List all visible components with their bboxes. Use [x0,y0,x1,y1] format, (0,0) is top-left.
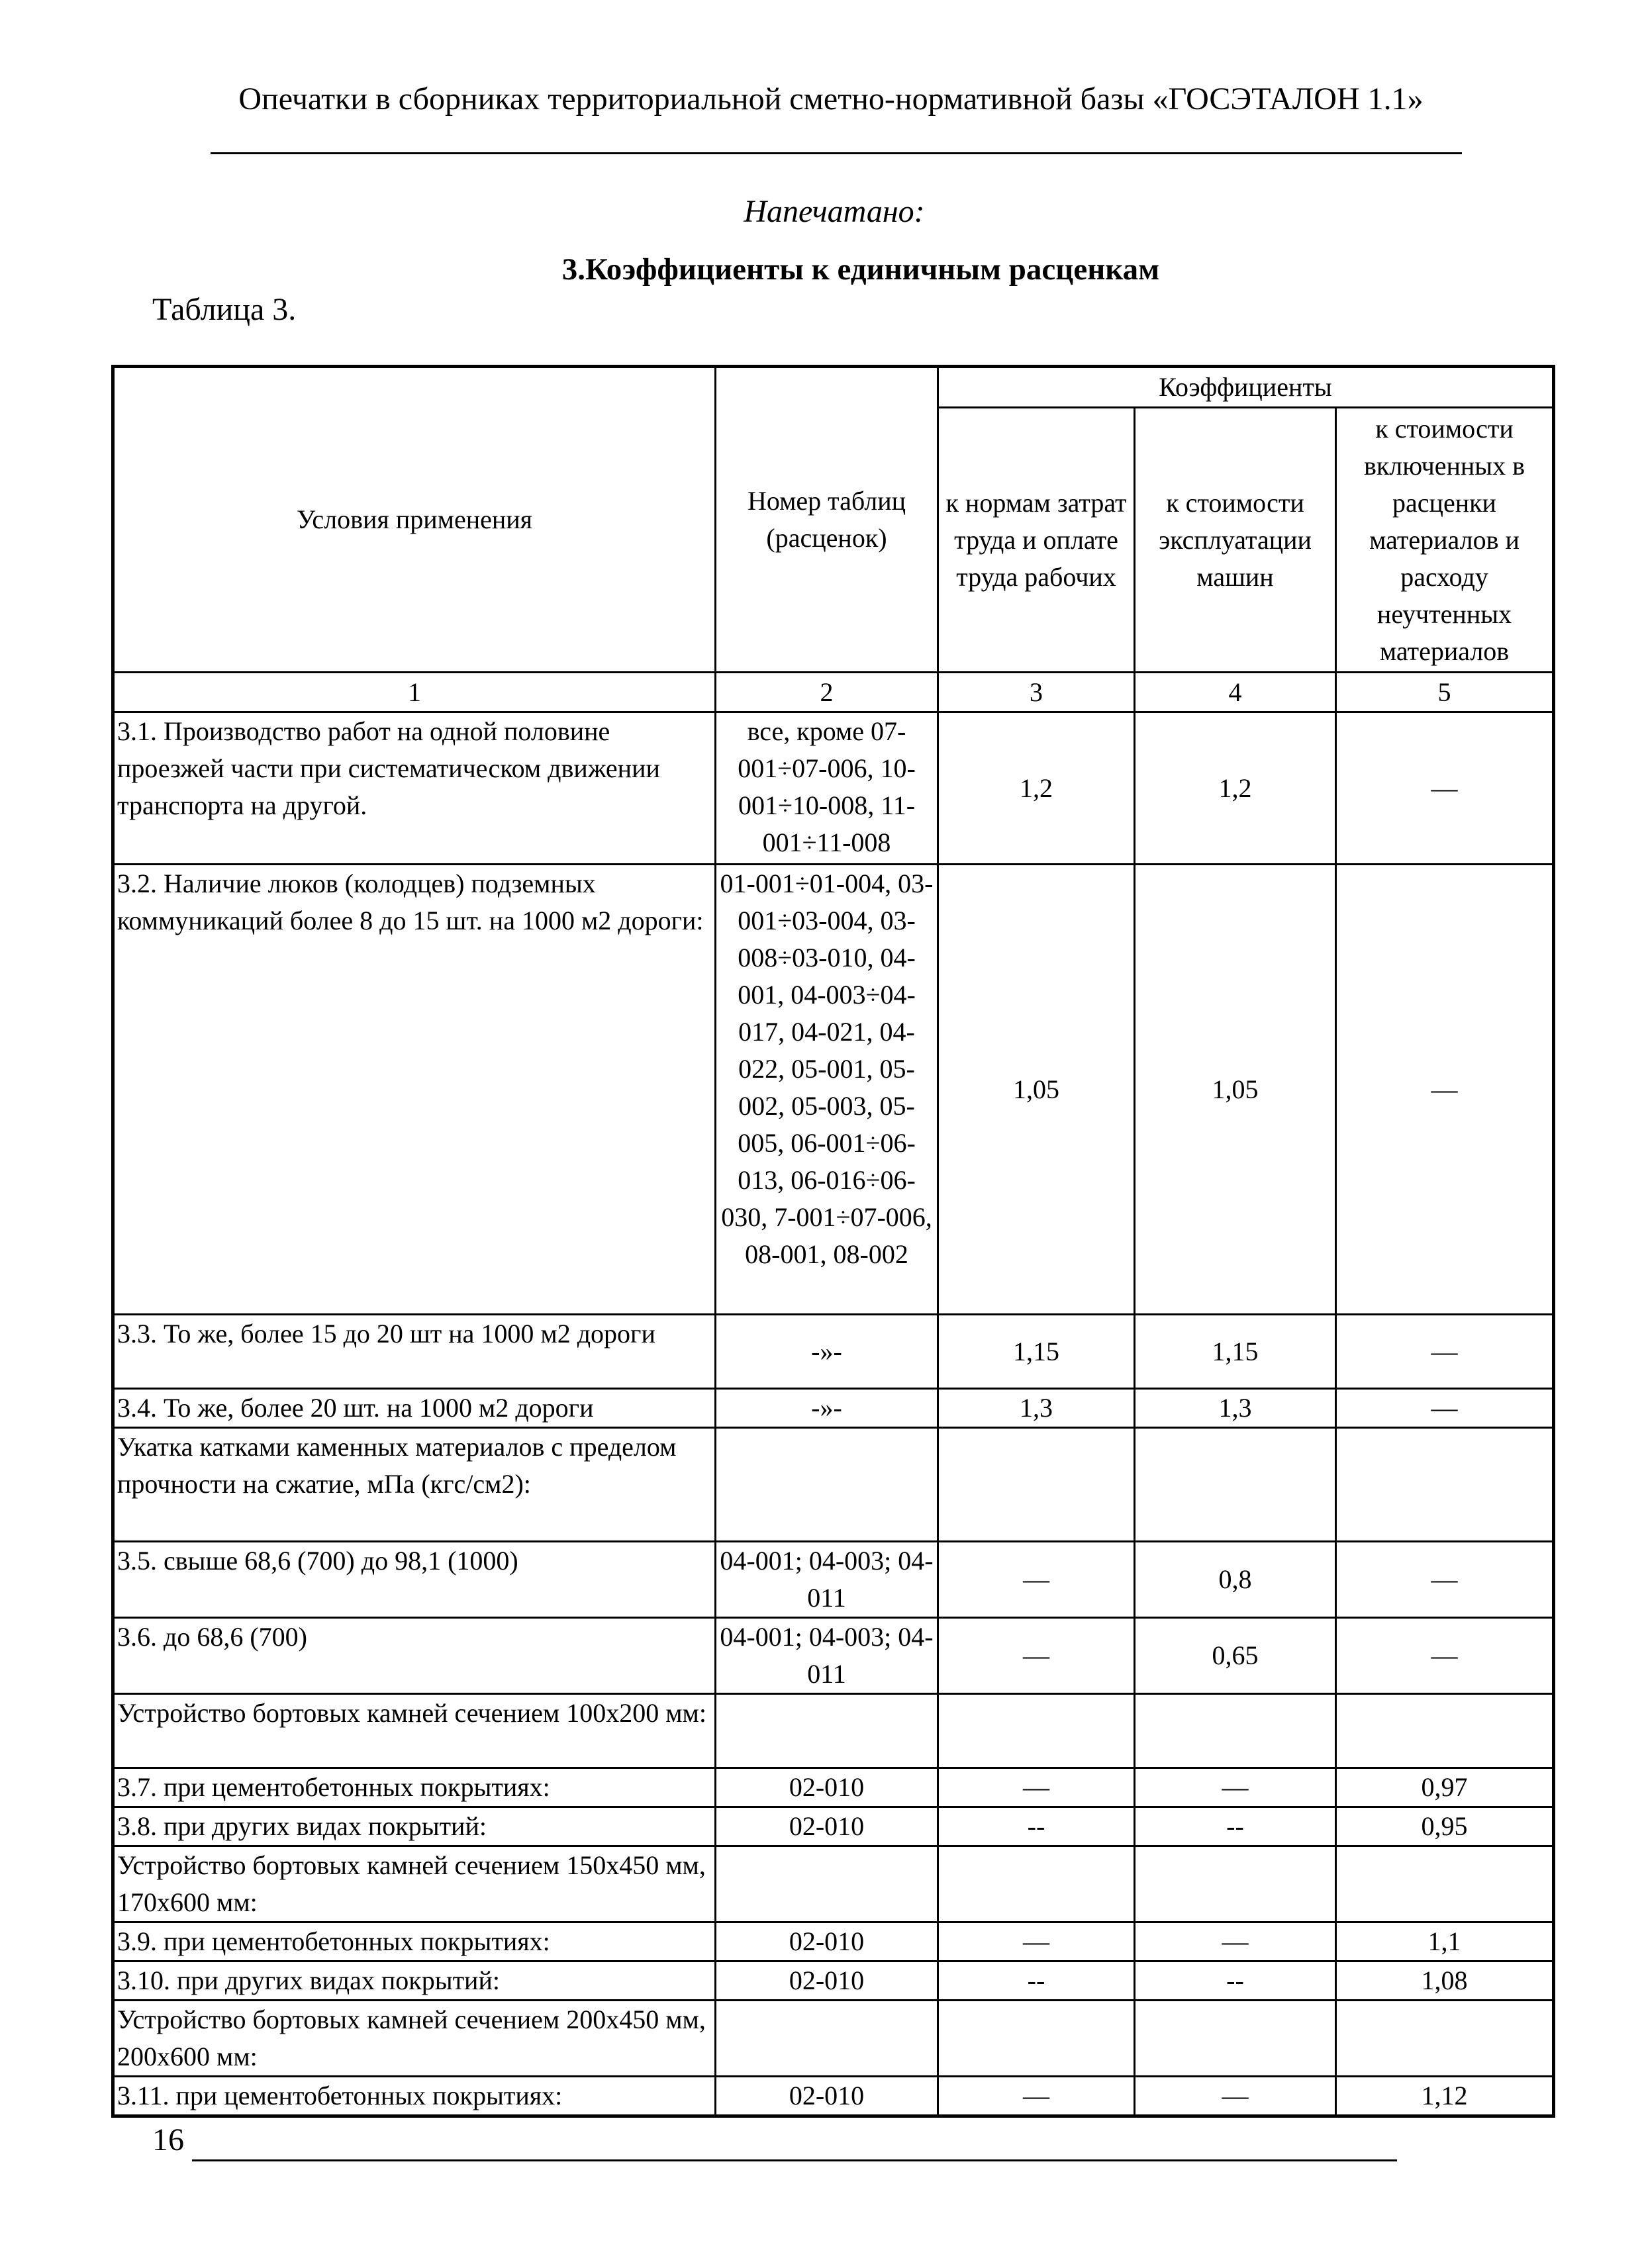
row-labor: -- [938,1807,1135,1846]
header-labor: к нормам затрат труда и оплате труда рабочих [938,408,1135,673]
row-tables [716,1694,938,1768]
row-condition: Укатка катками каменных материалов с пределом прочности на сжатие, мПа (кгс/см2): [113,1428,716,1542]
row-condition: 3.5. свыше 68,6 (700) до 98,1 (1000) [113,1542,716,1618]
row-condition: 3.2. Наличие люков (колодцев) подземных коммуникаций более 8 до 15 шт. на 1000 м2 дороги: [113,865,716,1315]
row-labor [938,2001,1135,2077]
table-row [113,2077,1554,2116]
table-row [113,1389,1554,1428]
row-machines: 1,15 [1135,1315,1336,1389]
row-tables: 02-010 [716,1922,938,1961]
row-labor: — [938,1922,1135,1961]
table-row [113,1315,1554,1389]
table-row [113,712,1554,865]
row-condition: Устройство бортовых камней сечением 150х450 мм, 170х600 мм: [113,1846,716,1922]
table-row [113,1846,1554,1922]
row-labor: — [938,1618,1135,1694]
row-machines: 0,65 [1135,1618,1336,1694]
table-row [113,1618,1554,1694]
row-condition: 3.1. Производство работ на одной половине проезжей части при систематическом движении транспорта на другой. [113,712,716,865]
row-condition: 3.4. То же, более 20 шт. на 1000 м2 дороги [113,1389,716,1428]
row-machines: 1,3 [1135,1389,1336,1428]
row-machines [1135,2001,1336,2077]
row-condition: 3.9. при цементобетонных покрытиях: [113,1922,716,1961]
printed-label: Напечатано: [744,194,925,229]
column-number: 5 [1336,673,1554,712]
row-labor: 1,2 [938,712,1135,865]
row-labor [938,1428,1135,1542]
row-condition: 3.10. при других видах покрытий: [113,1961,716,2001]
row-machines: -- [1135,1961,1336,2001]
row-materials [1336,1694,1554,1768]
row-labor: — [938,1768,1135,1807]
row-tables: все, кроме 07-001÷07-006, 10-001÷10-008, 11-001÷11-008 [716,712,938,865]
row-materials [1336,1428,1554,1542]
header-divider [211,152,1462,154]
table-row [113,865,1554,1315]
row-tables [716,1846,938,1922]
row-labor [938,1694,1135,1768]
row-machines: — [1135,1922,1336,1961]
column-number: 2 [716,673,938,712]
row-materials [1336,1846,1554,1922]
table-label: Таблица 3. [152,292,297,327]
row-labor: 1,15 [938,1315,1135,1389]
row-machines [1135,1694,1336,1768]
header-conditions: Условия применения [113,367,716,673]
row-materials: — [1336,1618,1554,1694]
row-materials: 0,97 [1336,1768,1554,1807]
row-labor: -- [938,1961,1135,2001]
coefficients-table [111,365,1555,2118]
table-row [113,1542,1554,1618]
row-condition: 3.7. при цементобетонных покрытиях: [113,1768,716,1807]
row-machines: 1,2 [1135,712,1336,865]
row-labor: — [938,2077,1135,2116]
table-title: 3.Коэффициенты к единичным расценкам [561,252,1160,287]
footer-divider [192,2159,1397,2161]
row-materials: — [1336,712,1554,865]
row-labor: 1,3 [938,1389,1135,1428]
row-tables: -»- [716,1315,938,1389]
header-materials: к стоимости включенных в расценки материалов и расходу неучтенных материалов [1336,408,1554,673]
row-materials: 1,12 [1336,2077,1554,2116]
table-row [113,1768,1554,1807]
row-materials: — [1336,1542,1554,1618]
column-number: 1 [113,673,716,712]
row-machines [1135,1846,1336,1922]
row-condition: Устройство бортовых камней сечением 200х450 мм, 200х600 мм: [113,2001,716,2077]
row-tables: 01-001÷01-004, 03-001÷03-004, 03-008÷03-010, 04-001, 04-003÷04-017, 04-021, 04-022, 05-001, 05-002, 05-003, 05-005, 06-001÷06-013, 06-016÷06-030, 7-001÷07-006, 08-001, 08-002 [716,865,938,1315]
header-machines: к стоимости эксплуатации машин [1135,408,1336,673]
row-condition: 3.6. до 68,6 (700) [113,1618,716,1694]
row-machines: — [1135,2077,1336,2116]
row-materials: — [1336,1389,1554,1428]
row-tables: 02-010 [716,1807,938,1846]
table-row [113,1922,1554,1961]
row-labor [938,1846,1135,1922]
row-materials: 1,1 [1336,1922,1554,1961]
row-materials [1336,2001,1554,2077]
row-machines: 0,8 [1135,1542,1336,1618]
row-materials: — [1336,1315,1554,1389]
row-condition: 3.3. То же, более 15 до 20 шт на 1000 м2 дороги [113,1315,716,1389]
row-machines: -- [1135,1807,1336,1846]
row-tables: 04-001; 04-003; 04-011 [716,1618,938,1694]
row-machines [1135,1428,1336,1542]
row-materials: 1,08 [1336,1961,1554,2001]
row-condition: Устройство бортовых камней сечением 100х200 мм: [113,1694,716,1768]
column-number: 3 [938,673,1135,712]
row-tables: 02-010 [716,1961,938,2001]
page-number: 16 [152,2122,184,2157]
row-machines: — [1135,1768,1336,1807]
row-tables: 02-010 [716,1768,938,1807]
header-coefficients: Коэффициенты [938,367,1554,408]
row-tables: 04-001; 04-003; 04-011 [716,1542,938,1618]
column-number: 4 [1135,673,1336,712]
row-condition: 3.8. при других видах покрытий: [113,1807,716,1846]
row-condition: 3.11. при цементобетонных покрытиях: [113,2077,716,2116]
row-materials: — [1336,865,1554,1315]
row-tables: 02-010 [716,2077,938,2116]
table-row [113,1428,1554,1542]
row-labor: 1,05 [938,865,1135,1315]
table-row [113,2001,1554,2077]
row-tables [716,1428,938,1542]
table-row [113,1961,1554,2001]
row-tables: -»- [716,1389,938,1428]
row-labor: — [938,1542,1135,1618]
document-header: Опечатки в сборниках территориальной сметно-нормативной базы «ГОСЭТАЛОН 1.1» [238,81,1424,117]
table-row [113,1807,1554,1846]
row-tables [716,2001,938,2077]
row-materials: 0,95 [1336,1807,1554,1846]
row-machines: 1,05 [1135,865,1336,1315]
header-table-number: Номер таблиц (расценок) [716,367,938,673]
table-row [113,1694,1554,1768]
